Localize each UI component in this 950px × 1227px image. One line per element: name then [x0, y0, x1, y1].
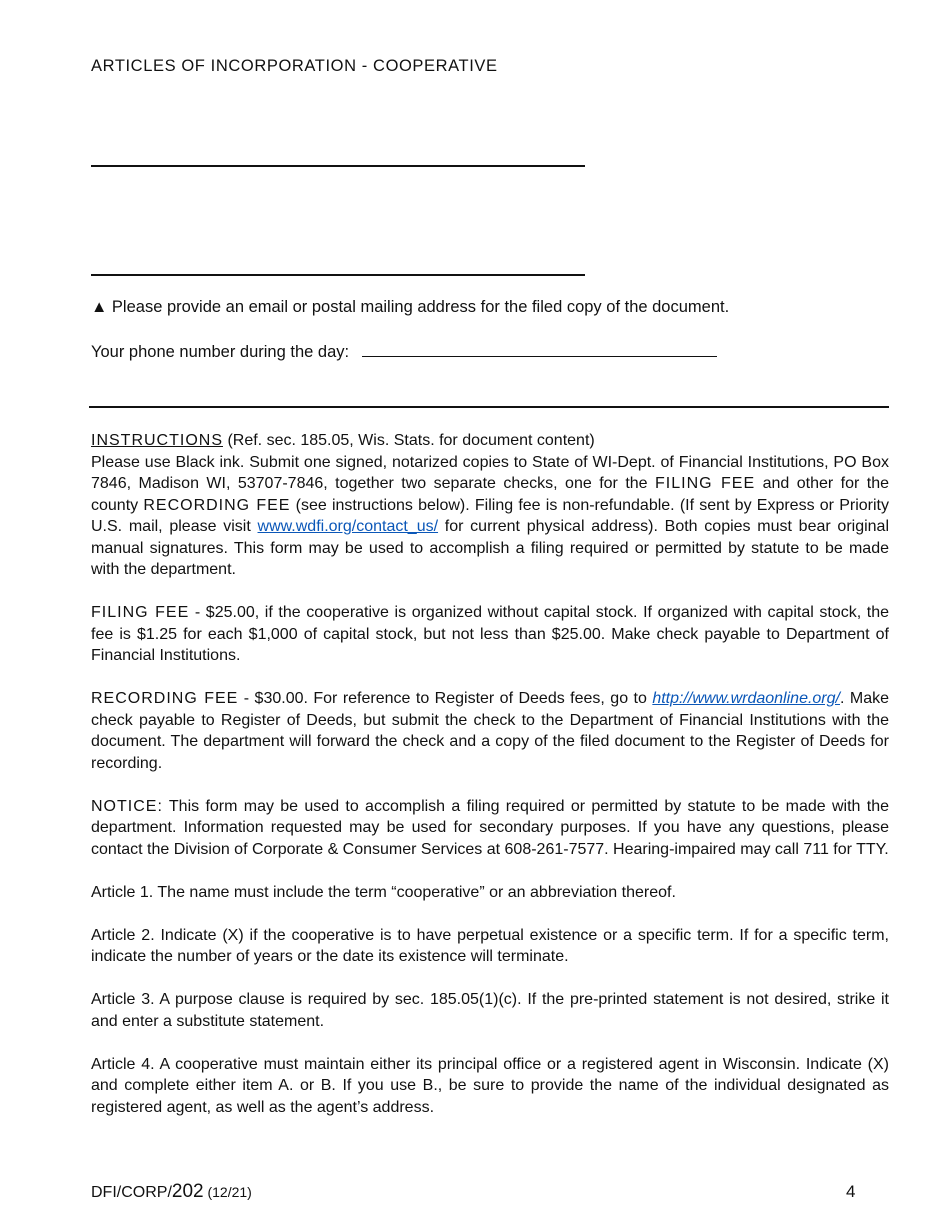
form-id: [91, 1181, 252, 1203]
page-number: 4: [846, 1182, 856, 1201]
instructions-text: and other for the county: [91, 475, 890, 514]
instructions-text: Please use Black ink. Submit one signed, notarized copies to State of WI-Dept. of Financial Institutions, PO Box 7846, Madison WI, 53707-7846, together two separate checks, one for the: [91, 453, 889, 492]
recording-fee-paragraph: [91, 688, 889, 774]
phone-row: [91, 342, 717, 362]
instructions-text: for current physical address). Both copies must bear original manual signatures. This form may be used to accomplish a filing required or permitted by statute to be made with the department.: [91, 518, 889, 578]
recording-fee-text: - $30.00. For reference to Register of Deeds fees, go to: [238, 690, 653, 707]
article-2-instruction: Article 2. Indicate (X) if the cooperative is to have perpetual existence or a specific term. If for a specific term, indicate the number of years or the date its existence will terminate.: [91, 926, 889, 965]
form-number: 202: [171, 1181, 204, 1202]
instructions-section: [91, 430, 889, 1140]
recording-fee-term: RECORDING FEE: [143, 496, 291, 514]
phone-input-line[interactable]: [362, 342, 717, 357]
instructions-text: (see instructions below). Filing fee is non-refundable. (If sent by Express or Priority U.S. mail, please visit: [91, 496, 889, 535]
contact-us-link[interactable]: www.wdfi.org/contact_us/: [257, 518, 439, 535]
article-3-instruction: Article 3. A purpose clause is required by sec. 185.05(1)(c). If the pre-printed statement is not desired, strike it and enter a substitute statement.: [91, 991, 889, 1030]
filing-fee-term: FILING FEE: [655, 475, 756, 492]
article-4-instruction: Article 4. A cooperative must maintain either its principal office or a registered agent in Wisconsin. Indicate (X) and complete either item A. or B. If you use B., be sure to provide the name of the individual designated as registered agent, as well as the agent’s address.: [91, 1055, 889, 1116]
notice-text: This form may be used to accomplish a filing required or permitted by statute to be made with the department. Information requested may be used for secondary purposes. If you have any questions, please contact the Division of Corporate & Consumer Services at 608-261-7577. Hearing-impaired may call 711 for TTY.: [91, 797, 889, 858]
instructions-ref: (Ref. sec. 185.05, Wis. Stats. for document content): [223, 432, 595, 449]
notice-paragraph: [91, 796, 889, 861]
form-date: (12/21): [203, 1184, 252, 1200]
instructions-heading: INSTRUCTIONS: [91, 432, 223, 449]
filing-fee-lead: FILING FEE: [91, 604, 190, 621]
section-divider: [89, 406, 889, 408]
notice-lead: NOTICE:: [91, 797, 163, 815]
mailing-address-line-2[interactable]: [91, 274, 585, 276]
recording-fee-lead: RECORDING FEE: [91, 690, 239, 707]
article-1-instruction: Article 1. The name must include the term “cooperative” or an abbreviation thereof.: [91, 883, 676, 901]
filing-fee-text: - $25.00, if the cooperative is organized without capital stock. If organized with capital stock, the fee is $1.25 for each $1,000 of capital stock, but not less than $25.00. Make check payable to Department of Financial Institutions.: [91, 604, 889, 664]
mailing-note: ▲ Please provide an email or postal mailing address for the filed copy of the document.: [91, 298, 730, 316]
instructions-paragraph: [91, 430, 889, 581]
form-prefix: DFI/CORP/: [91, 1184, 172, 1201]
mailing-address-line-1[interactable]: [91, 165, 585, 167]
document-title: ARTICLES OF INCORPORATION - COOPERATIVE: [91, 57, 498, 75]
wrda-link[interactable]: http://www.wrdaonline.org/: [652, 690, 840, 707]
phone-label: Your phone number during the day:: [91, 343, 350, 361]
recording-fee-text: . Make check payable to Register of Deeds, but submit the check to the Department of Financial Institutions with the document. The department will forward the check and a copy of the filed document to the Register of Deeds for recording.: [91, 690, 889, 772]
filing-fee-paragraph: [91, 602, 889, 667]
